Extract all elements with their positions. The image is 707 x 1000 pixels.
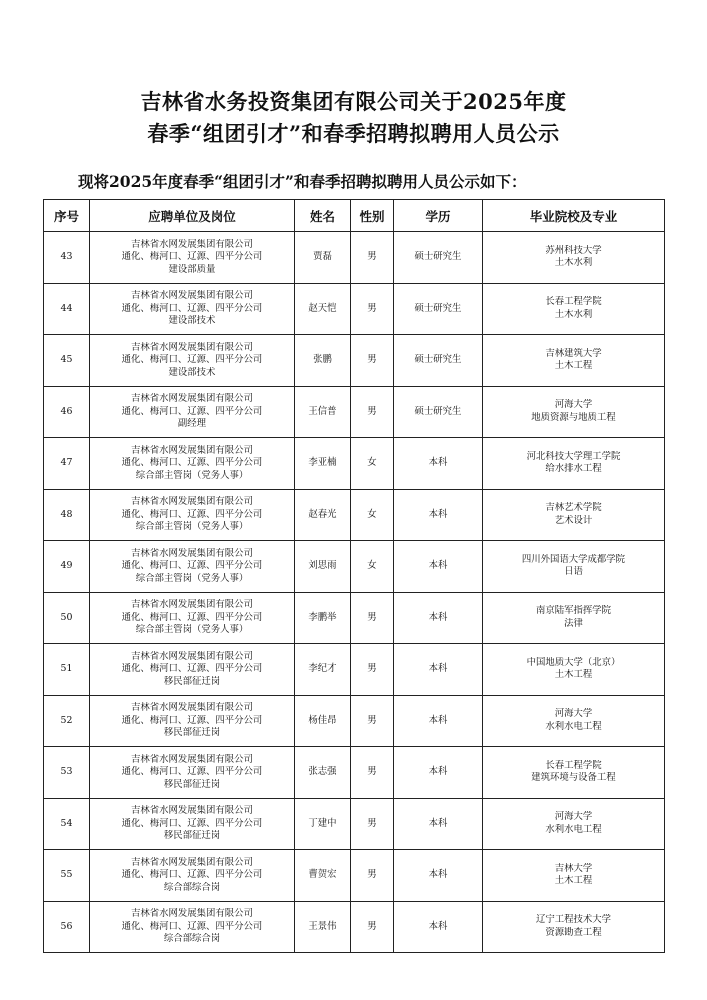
unit-post: 移民部征迁岗 [163,727,221,738]
cell-education: 本科 [394,798,483,850]
cell-unit-position [90,592,295,644]
school-name: 四川外国语大学成都学院 [521,553,626,565]
table-row [44,747,665,799]
major-name: 水利水电工程 [545,823,602,835]
cell-no: 49 [44,541,90,593]
major-name: 建筑环境与设备工程 [531,772,616,784]
cell-education: 本科 [394,747,483,799]
cell-no: 51 [44,644,90,696]
unit-branch: 通化、梅河口、辽源、四平分公司 [121,611,263,623]
table-row [44,644,665,696]
school-name: 中国地质大学（北京） [526,656,621,668]
major-name: 土木工程 [554,360,593,372]
unit-post: 综合部综合岗 [163,933,221,944]
table-row [44,695,665,747]
unit-company: 吉林省水网发展集团有限公司 [131,702,253,713]
cell-education: 硕士研究生 [394,335,483,387]
cell-gender: 男 [351,335,394,387]
cell-education: 硕士研究生 [394,232,483,284]
cell-gender: 男 [351,798,394,850]
unit-company: 吉林省水网发展集团有限公司 [131,599,253,610]
unit-post: 建设部技术 [168,366,216,378]
cell-school-major [483,901,665,953]
unit-company: 吉林省水网发展集团有限公司 [131,341,253,353]
school-name: 辽宁工程技术大学 [535,914,611,926]
unit-branch: 通化、梅河口、辽源、四平分公司 [121,508,263,520]
document-title-line2: 春季“组团引才”和春季招聘拟聘用人员公示 [147,121,560,146]
cell-unit-position [90,850,295,902]
table-row [44,335,665,387]
cell-no: 50 [44,592,90,644]
cell-education: 本科 [394,695,483,747]
unit-company: 吉林省水网发展集团有限公司 [131,496,253,507]
table-row [44,901,665,953]
cell-no: 48 [44,489,90,541]
cell-school-major [483,850,665,902]
school-name: 河海大学 [554,811,593,823]
cell-no: 53 [44,747,90,799]
cell-gender: 男 [351,747,394,799]
unit-company: 吉林省水网发展集团有限公司 [131,856,253,868]
school-name: 吉林建筑大学 [545,347,602,359]
unit-post: 综合部主管岗（党务人事） [135,572,249,584]
cell-name: 张志强 [295,747,351,799]
school-name: 苏州科技大学 [545,244,602,256]
cell-school-major [483,283,665,335]
school-name: 长春工程学院 [545,296,602,308]
unit-branch: 通化、梅河口、辽源、四平分公司 [121,920,263,932]
unit-company: 吉林省水网发展集团有限公司 [131,908,253,919]
unit-post: 建设部技术 [168,315,216,326]
unit-post: 综合部主管岗（党务人事） [135,624,249,635]
header-name: 姓名 [295,200,351,232]
cell-unit-position [90,541,295,593]
major-name: 土木水利 [554,308,593,320]
cell-school-major [483,644,665,696]
cell-education: 本科 [394,850,483,902]
cell-name: 李亚楠 [295,438,351,490]
cell-name: 王景伟 [295,901,351,953]
cell-no: 45 [44,335,90,387]
major-name: 水利水电工程 [545,720,602,732]
table-row [44,541,665,593]
table-row [44,438,665,490]
unit-company: 吉林省水网发展集团有限公司 [131,753,253,765]
table-row [44,386,665,438]
unit-branch: 通化、梅河口、辽源、四平分公司 [121,251,263,262]
cell-gender: 男 [351,386,394,438]
cell-gender: 男 [351,695,394,747]
cell-name: 李鹏举 [295,592,351,644]
unit-branch: 通化、梅河口、辽源、四平分公司 [121,714,263,726]
school-name: 河海大学 [554,708,593,720]
unit-branch: 通化、梅河口、辽源、四平分公司 [121,560,263,571]
cell-school-major [483,438,665,490]
cell-school-major [483,541,665,593]
unit-post: 移民部征迁岗 [163,675,221,687]
cell-education: 本科 [394,438,483,490]
header-unit-position: 应聘单位及岗位 [90,200,295,232]
unit-branch: 通化、梅河口、辽源、四平分公司 [121,405,263,417]
cell-unit-position [90,798,295,850]
cell-unit-position [90,489,295,541]
document-title-line1: 吉林省水务投资集团有限公司关于2025年度 [140,89,567,114]
cell-no: 44 [44,283,90,335]
cell-gender: 女 [351,438,394,490]
header-gender: 性别 [351,200,394,232]
cell-school-major [483,798,665,850]
cell-name: 刘思雨 [295,541,351,593]
cell-no: 52 [44,695,90,747]
cell-school-major [483,592,665,644]
unit-post: 副经理 [177,418,207,429]
unit-company: 吉林省水网发展集团有限公司 [131,444,253,456]
unit-branch: 通化、梅河口、辽源、四平分公司 [121,817,263,829]
intro-text: 现将2025年度春季“组团引才”和春季招聘拟聘用人员公示如下： [78,172,527,191]
cell-name: 杨佳昂 [295,695,351,747]
cell-education: 本科 [394,644,483,696]
cell-no: 56 [44,901,90,953]
cell-unit-position [90,232,295,284]
cell-gender: 男 [351,901,394,953]
cell-name: 张鹏 [295,335,351,387]
header-school-major: 毕业院校及专业 [483,200,665,232]
table-row [44,283,665,335]
unit-branch: 通化、梅河口、辽源、四平分公司 [121,354,263,365]
cell-name: 曹贺宏 [295,850,351,902]
major-name: 艺术设计 [554,514,593,526]
cell-education: 本科 [394,592,483,644]
header-education: 学历 [394,200,483,232]
cell-gender: 男 [351,283,394,335]
cell-gender: 男 [351,232,394,284]
cell-unit-position [90,335,295,387]
major-name: 资源勘查工程 [545,926,602,938]
table-row [44,232,665,284]
cell-education: 本科 [394,901,483,953]
unit-company: 吉林省水网发展集团有限公司 [131,290,253,301]
unit-company: 吉林省水网发展集团有限公司 [131,547,253,559]
cell-gender: 男 [351,644,394,696]
cell-school-major [483,747,665,799]
candidate-table [43,199,665,953]
major-name: 日语 [564,566,583,578]
unit-branch: 通化、梅河口、辽源、四平分公司 [121,302,263,314]
major-name: 土木水利 [554,257,593,269]
cell-gender: 女 [351,489,394,541]
school-name: 南京陆军指挥学院 [535,605,611,617]
cell-education: 硕士研究生 [394,283,483,335]
cell-school-major [483,232,665,284]
cell-name: 赵春光 [295,489,351,541]
cell-no: 47 [44,438,90,490]
unit-post: 综合部综合岗 [163,881,221,893]
major-name: 给水排水工程 [545,463,602,475]
cell-school-major [483,335,665,387]
unit-company: 吉林省水网发展集团有限公司 [131,393,253,404]
cell-name: 丁建中 [295,798,351,850]
unit-post: 综合部主管岗（党务人事） [135,469,249,481]
unit-branch: 通化、梅河口、辽源、四平分公司 [121,457,263,468]
cell-name: 贾磊 [295,232,351,284]
cell-school-major [483,489,665,541]
table-row [44,798,665,850]
unit-company: 吉林省水网发展集团有限公司 [131,238,253,250]
unit-post: 建设部质量 [168,263,216,275]
cell-education: 本科 [394,489,483,541]
cell-unit-position [90,386,295,438]
header-no: 序号 [44,200,90,232]
cell-no: 54 [44,798,90,850]
cell-name: 李纪才 [295,644,351,696]
cell-no: 55 [44,850,90,902]
unit-post: 综合部主管岗（党务人事） [135,521,249,532]
cell-gender: 男 [351,592,394,644]
table-row [44,850,665,902]
cell-school-major [483,386,665,438]
unit-branch: 通化、梅河口、辽源、四平分公司 [121,869,263,880]
major-name: 地质资源与地质工程 [531,411,616,423]
unit-company: 吉林省水网发展集团有限公司 [131,650,253,662]
cell-unit-position [90,747,295,799]
school-name: 河北科技大学理工学院 [526,450,621,462]
cell-no: 46 [44,386,90,438]
cell-education: 本科 [394,541,483,593]
table-header-row [44,200,665,232]
unit-branch: 通化、梅河口、辽源、四平分公司 [121,663,263,674]
cell-gender: 女 [351,541,394,593]
major-name: 土木工程 [554,875,593,887]
cell-education: 硕士研究生 [394,386,483,438]
unit-post: 移民部征迁岗 [163,778,221,790]
cell-name: 王信普 [295,386,351,438]
table-row [44,489,665,541]
school-name: 河海大学 [554,399,593,411]
cell-gender: 男 [351,850,394,902]
school-name: 吉林大学 [554,862,593,874]
cell-no: 43 [44,232,90,284]
cell-unit-position [90,438,295,490]
cell-unit-position [90,644,295,696]
cell-unit-position [90,901,295,953]
unit-post: 移民部征迁岗 [163,830,221,841]
unit-branch: 通化、梅河口、辽源、四平分公司 [121,766,263,777]
unit-company: 吉林省水网发展集团有限公司 [131,805,253,816]
cell-name: 赵天恺 [295,283,351,335]
table-row [44,592,665,644]
school-name: 长春工程学院 [545,759,602,771]
cell-unit-position [90,283,295,335]
cell-school-major [483,695,665,747]
major-name: 法律 [564,617,583,629]
school-name: 吉林艺术学院 [545,502,602,514]
cell-unit-position [90,695,295,747]
major-name: 土木工程 [554,669,593,681]
